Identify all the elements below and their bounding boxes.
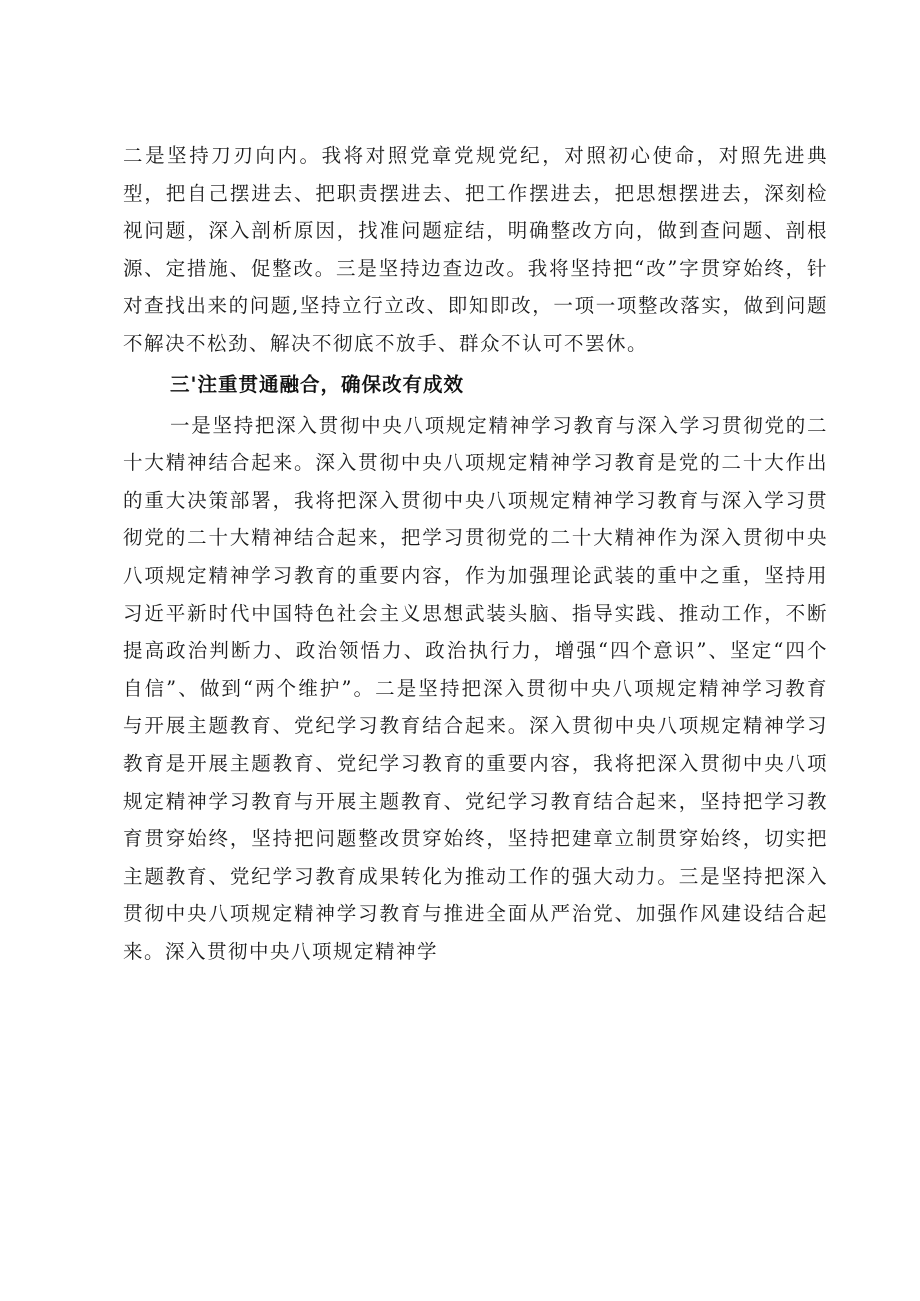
document-page xyxy=(123,137,828,970)
body-paragraph: 一是坚持把深入贯彻中央八项规定精神学习教育与深入学习贯彻党的二十大精神结合起来。深入贯彻中央八项规定精神学习教育是党的二十大作出的重大决策部署，我将把深入贯彻中央八项规定精神学习教育与深入学习贯彻党的二十大精神结合起来，把学习贯彻党的二十大精神作为深入贯彻中央八项规定精神学习教育的重要内容，作为加强理论武装的重中之重，坚持用习近平新时代中国特色社会主义思想武装头脑、指导实践、推动工作，不断提高政治判断力、政治领悟力、政治执行力，增强“四个意识”、坚定“四个自信”、做到“两个维护”。二是坚持把深入贯彻中央八项规定精神学习教育与开展主题教育、党纪学习教育结合起来。深入贯彻中央八项规定精神学习教育是开展主题教育、党纪学习教育的重要内容，我将把深入贯彻中央八项规定精神学习教育与开展主题教育、党纪学习教育结合起来，坚持把学习教育贯穿始终，坚持把问题整改贯穿始终，坚持把建章立制贯穿始终，切实把主题教育、党纪学习教育成果转化为推动工作的强大动力。三是坚持把深入贯彻中央八项规定精神学习教育与推进全面从严治党、加强作风建设结合起来。深入贯彻中央八项规定精神学 xyxy=(123,413,828,963)
body-paragraph: 二是坚持刀刃向内。我将对照党章党规党纪，对照初心使命，对照先进典型，把自己摆进去、把职责摆进去、把工作摆进去，把思想摆进去，深刻检视问题，深入剖析原因，找准问题症结，明确整改方向，做到查问题、剖根源、定措施、促整改。三是坚持边查边改。我将坚持把“改”字贯穿始终，针对查找出来的问题,坚持立行立改、即知即改，一项一项整改落实，做到问题不解决不松劲、解决不彻底不放手、群众不认可不罢休。 xyxy=(123,144,828,355)
section-heading: 三'注重贯通融合，确保改有成效 xyxy=(170,372,464,396)
